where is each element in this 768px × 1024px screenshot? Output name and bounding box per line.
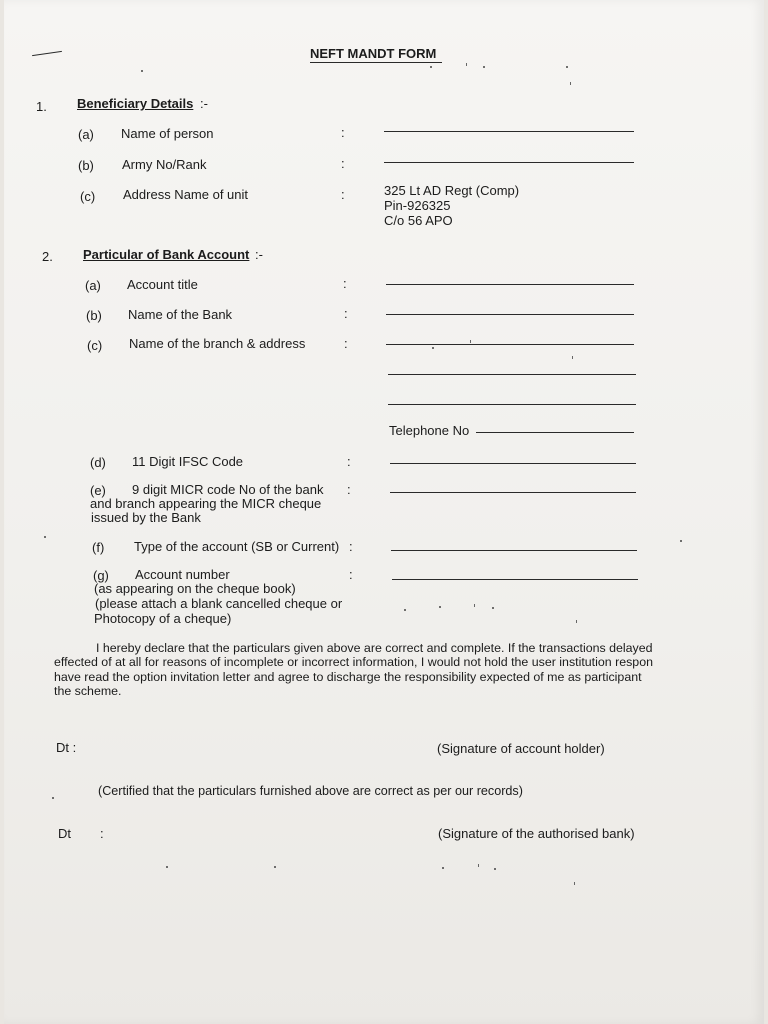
account-title-field[interactable]: [386, 284, 634, 285]
scan-speck: [572, 356, 573, 359]
scan-speck: [576, 620, 577, 623]
section2-number: 2.: [42, 249, 53, 264]
scan-speck: [680, 540, 682, 542]
s2-a-colon: :: [343, 276, 347, 291]
s2-e-label-2: and branch appearing the MICR cheque: [90, 496, 322, 511]
ifsc-field[interactable]: [390, 463, 636, 464]
s2-g-letter: (g): [93, 568, 109, 583]
s1-b-letter: (b): [78, 158, 94, 173]
s2-c-colon: :: [344, 336, 348, 351]
bank-name-field[interactable]: [386, 314, 634, 315]
s2-f-colon: :: [349, 539, 353, 554]
scan-speck: [432, 347, 434, 349]
s1-c-label: Address Name of unit: [123, 187, 249, 202]
s2-c-letter: (c): [87, 338, 103, 353]
address-line-3: C/o 56 APO: [384, 213, 453, 228]
s2-b-letter: (b): [86, 308, 102, 323]
micr-field[interactable]: [390, 492, 636, 493]
form-sheet: [4, 0, 764, 1024]
s1-b-label: Army No/Rank: [122, 157, 207, 172]
s2-b-label: Name of the Bank: [128, 307, 233, 322]
declaration-line-1: I hereby declare that the particulars given above are correct and complete. If the transactions delayed: [96, 641, 653, 655]
account-number-field[interactable]: [392, 579, 638, 580]
s2-g-label-3: (please attach a blank cancelled cheque or: [95, 596, 343, 611]
section1-heading-suffix: :-: [200, 96, 208, 111]
army-no-rank-field[interactable]: [384, 162, 634, 163]
scan-speck: [439, 606, 441, 608]
scan-speck: [404, 609, 406, 611]
address-line-2: Pin-926325: [384, 198, 451, 213]
s2-e-colon: :: [347, 482, 351, 497]
s2-d-colon: :: [347, 454, 351, 469]
s2-g-label-2: (as appearing on the cheque book): [94, 581, 296, 596]
s2-f-label: Type of the account (SB or Current): [134, 539, 340, 554]
date-label-1: Dt :: [56, 740, 77, 755]
s1-a-letter: (a): [78, 127, 94, 142]
scan-speck: [492, 607, 494, 609]
branch-address-field-3[interactable]: [388, 404, 636, 405]
scan-speck: [141, 70, 143, 72]
title-underline: [310, 62, 442, 63]
name-of-person-field[interactable]: [384, 131, 634, 132]
section1-heading: Beneficiary Details: [77, 96, 194, 111]
s1-a-label: Name of person: [121, 126, 214, 141]
address-line-1: 325 Lt AD Regt (Comp): [384, 183, 520, 198]
scan-speck: [570, 82, 571, 85]
branch-address-field-1[interactable]: [386, 344, 634, 345]
signature-authorised-bank-label: (Signature of the authorised bank): [438, 826, 635, 841]
s1-b-colon: :: [341, 156, 345, 171]
scan-speck: [566, 66, 568, 68]
scan-speck: [574, 882, 575, 885]
s1-a-colon: :: [341, 125, 345, 140]
scan-speck: [166, 866, 168, 868]
s1-c-colon: :: [341, 187, 345, 202]
s2-c-label: Name of the branch & address: [129, 336, 306, 351]
s2-d-label: 11 Digit IFSC Code: [132, 454, 244, 469]
scan-speck: [274, 866, 276, 868]
scan-speck: [474, 604, 475, 607]
scan-speck: [478, 864, 479, 867]
account-type-field[interactable]: [391, 550, 637, 551]
s2-e-letter: (e): [90, 483, 106, 498]
scan-speck: [466, 63, 467, 66]
telephone-field[interactable]: [476, 432, 634, 433]
scan-speck: [470, 340, 471, 343]
scan-speck: [442, 867, 444, 869]
declaration-line-4: the scheme.: [54, 684, 122, 698]
section2-heading-suffix: :-: [255, 247, 263, 262]
s2-f-letter: (f): [92, 540, 105, 555]
form-title: NEFT MANDT FORM: [310, 46, 437, 61]
s2-g-colon: :: [349, 567, 353, 582]
certified-statement: (Certified that the particulars furnished above are correct as per our records): [98, 784, 523, 798]
telephone-label: Telephone No: [389, 423, 470, 438]
declaration-line-2: effected of at all for reasons of incomplete or incorrect information, I would not hold the user institution respon: [54, 655, 653, 669]
s2-g-label-1: Account number: [135, 567, 230, 582]
scan-speck: [44, 536, 46, 538]
section2-heading: Particular of Bank Account: [83, 247, 250, 262]
s2-e-label-3: issued by the Bank: [91, 510, 201, 525]
s2-b-colon: :: [344, 306, 348, 321]
branch-address-field-2[interactable]: [388, 374, 636, 375]
s2-g-label-4: Photocopy of a cheque): [94, 611, 232, 626]
s2-e-label-1: 9 digit MICR code No of the bank: [132, 482, 324, 497]
date-label-2-colon: :: [100, 826, 104, 841]
scan-speck: [52, 797, 54, 799]
s2-d-letter: (d): [90, 455, 106, 470]
signature-account-holder-label: (Signature of account holder): [437, 741, 605, 756]
scan-speck: [430, 66, 432, 68]
scan-speck: [494, 868, 496, 870]
declaration-line-3: have read the option invitation letter and agree to discharge the responsibility expected of me as participant: [54, 670, 642, 684]
pen-stroke: [32, 51, 62, 56]
scan-speck: [483, 66, 485, 68]
s1-c-letter: (c): [80, 189, 96, 204]
s2-a-label: Account title: [127, 277, 198, 292]
date-label-2: Dt: [58, 826, 71, 841]
s2-a-letter: (a): [85, 278, 101, 293]
section1-number: 1.: [36, 99, 47, 114]
